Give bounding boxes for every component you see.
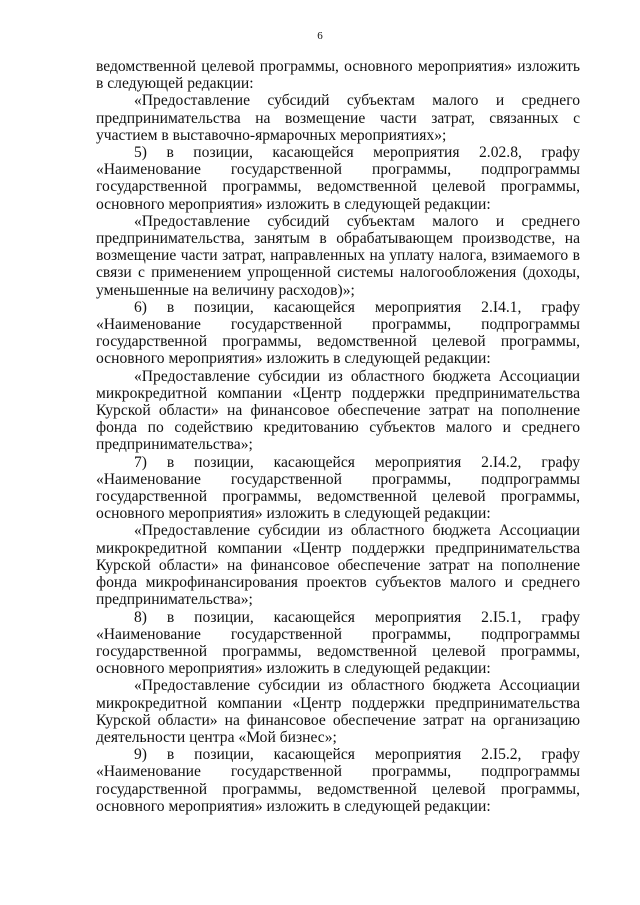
paragraph-quote: «Предоставление субсидий субъектам малого и среднего предпринимательства на возмещение части затрат, связанных с участием в выставочно-ярмарочных мероприятиях»; (96, 92, 580, 144)
page-number: 6 (317, 30, 323, 42)
paragraph-item-5: 5) в позиции, касающейся мероприятия 2.02.8, графу «Наименование государственной программы, подпрограммы государственной программы, ведомственной целевой программы, основного мероприятия» изложить в следующей редакции: (96, 144, 580, 213)
paragraph-item-6: 6) в позиции, касающейся мероприятия 2.I4.1, графу «Наименование государственной программы, подпрограммы государственной программы, ведомственной целевой программы, основного мероприятия» изложить в следующей редакции: (96, 298, 580, 368)
paragraph-quote: «Предоставление субсидии из областного бюджета Ассоциации микрокредитной компании «Центр поддержки предпринимательства Курской области» на финансовое обеспечение затрат на пополнение фонда микрофинансирования проектов субъектов малого и среднего предпринимательства»; (96, 522, 580, 609)
paragraph-continuation: ведомственной целевой программы, основного мероприятия» изложить в следующей редакции: (96, 58, 580, 93)
document-body (96, 58, 580, 815)
paragraph-item-8: 8) в позиции, касающейся мероприятия 2.I5.1, графу «Наименование государственной программы, подпрограммы государственной программы, ведомственной целевой программы, основного мероприятия» изложить в следующей редакции: (96, 608, 580, 678)
paragraph-item-7: 7) в позиции, касающейся мероприятия 2.I4.2, графу «Наименование государственной программы, подпрограммы государственной программы, ведомственной целевой программы, основного мероприятия» изложить в следующей редакции: (96, 453, 580, 523)
paragraph-quote: «Предоставление субсидии из областного бюджета Ассоциации микрокредитной компании «Центр поддержки предпринимательства Курской области» на финансовое обеспечение затрат на организацию деятельности центра «Мой бизнес»; (96, 677, 580, 746)
paragraph-quote: «Предоставление субсидий субъектам малого и среднего предпринимательства, занятым в обрабатывающем производстве, на возмещение части затрат, направленных на уплату налога, взимаемого в связи с применением упрощенной системы налогообложения (доходы, уменьшенные на величину расходов)»; (96, 212, 580, 299)
paragraph-quote: «Предоставление субсидии из областного бюджета Ассоциации микрокредитной компании «Центр поддержки предпринимательства Курской области» на финансовое обеспечение затрат на пополнение фонда по содействию кредитованию субъектов малого и среднего предпринимательства»; (96, 367, 580, 454)
paragraph-item-9: 9) в позиции, касающейся мероприятия 2.I5.2, графу «Наименование государственной программы, подпрограммы государственной программы, ведомственной целевой программы, основного мероприятия» изложить в следующей редакции: (96, 746, 580, 815)
